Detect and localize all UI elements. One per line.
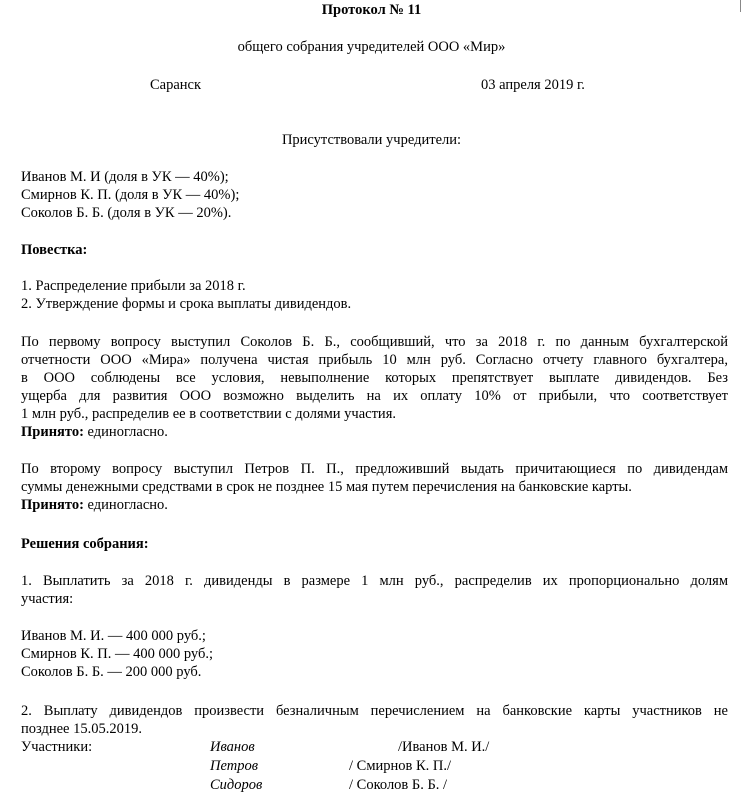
signatory-name: / Соколов Б. Б. / <box>349 777 448 793</box>
question1-line: отчетности ООО «Мира» получена чистая прибыль 10 млн руб. Согласно отчету главного бухгалтера, <box>21 352 728 368</box>
decision2-line: 2. Выплату дивидендов произвести безналичным перечислением на банковские карты участников не <box>21 703 728 719</box>
agenda-heading: Повестка: <box>21 242 88 258</box>
signature-petrov: Петров <box>210 758 258 774</box>
document-subtitle: общего собрания учредителей ООО «Мир» <box>237 39 506 55</box>
accepted-line-1 <box>21 423 168 441</box>
accepted-label: Принято: <box>21 424 84 440</box>
signatory-name: / Смирнов К. П./ <box>349 758 452 774</box>
decisions-heading: Решения собрания: <box>21 536 149 552</box>
founder-line: Соколов Б. Б. (доля в УК — 20%). <box>21 205 232 221</box>
accepted-value: единогласно. <box>83 424 168 440</box>
city: Саранск <box>150 77 202 93</box>
question2-line: По второму вопросу выступил Петров П. П., предложивший выдать причитающиеся по дивидендам <box>21 461 728 477</box>
signatory-name: /Иванов М. И./ <box>398 739 490 755</box>
date: 03 апреля 2019 г. <box>481 77 585 93</box>
agenda-item: 2. Утверждение формы и срока выплаты дивидендов. <box>21 296 352 312</box>
question1-line: 1 млн руб., распределив ее в соответствии с долями участия. <box>21 406 396 422</box>
signature-sidorov: Сидоров <box>210 777 263 793</box>
founder-line: Иванов М. И (доля в УК — 40%); <box>21 169 229 185</box>
decision1-line: участия: <box>21 591 74 607</box>
signature-ivanov: Иванов <box>210 739 255 755</box>
decision1-line: 1. Выплатить за 2018 г. дивиденды в размере 1 млн руб., распределив их пропорционально долям <box>21 573 728 589</box>
decision2-line: позднее 15.05.2019. <box>21 721 142 737</box>
question1-line: в ООО соблюдены все условия, невыполнение которых препятствует выплате дивидендов. Без <box>21 370 728 386</box>
payout-line: Смирнов К. П. — 400 000 руб.; <box>21 646 214 662</box>
document-title: Протокол № 11 <box>321 2 422 18</box>
question1-line: По первому вопросу выступил Соколов Б. Б., сообщивший, что за 2018 г. по данным бухгалтерской <box>21 334 728 350</box>
accepted-line-2 <box>21 496 168 514</box>
present-heading: Присутствовали учредители: <box>281 132 462 148</box>
question2-line: суммы денежными средствами в срок не позднее 15 мая путем перечисления на банковские карты. <box>21 479 632 495</box>
accepted-value: единогласно. <box>83 497 168 513</box>
agenda-item: 1. Распределение прибыли за 2018 г. <box>21 278 246 294</box>
payout-line: Соколов Б. Б. — 200 000 руб. <box>21 664 202 680</box>
founder-line: Смирнов К. П. (доля в УК — 40%); <box>21 187 240 203</box>
question1-line: ущерба для развития ООО возможно выделить на их оплату 10% от прибыли, что соответствует <box>21 388 728 404</box>
participants-label: Участники: <box>21 739 93 755</box>
payout-line: Иванов М. И. — 400 000 руб.; <box>21 628 206 644</box>
accepted-label: Принято: <box>21 497 84 513</box>
